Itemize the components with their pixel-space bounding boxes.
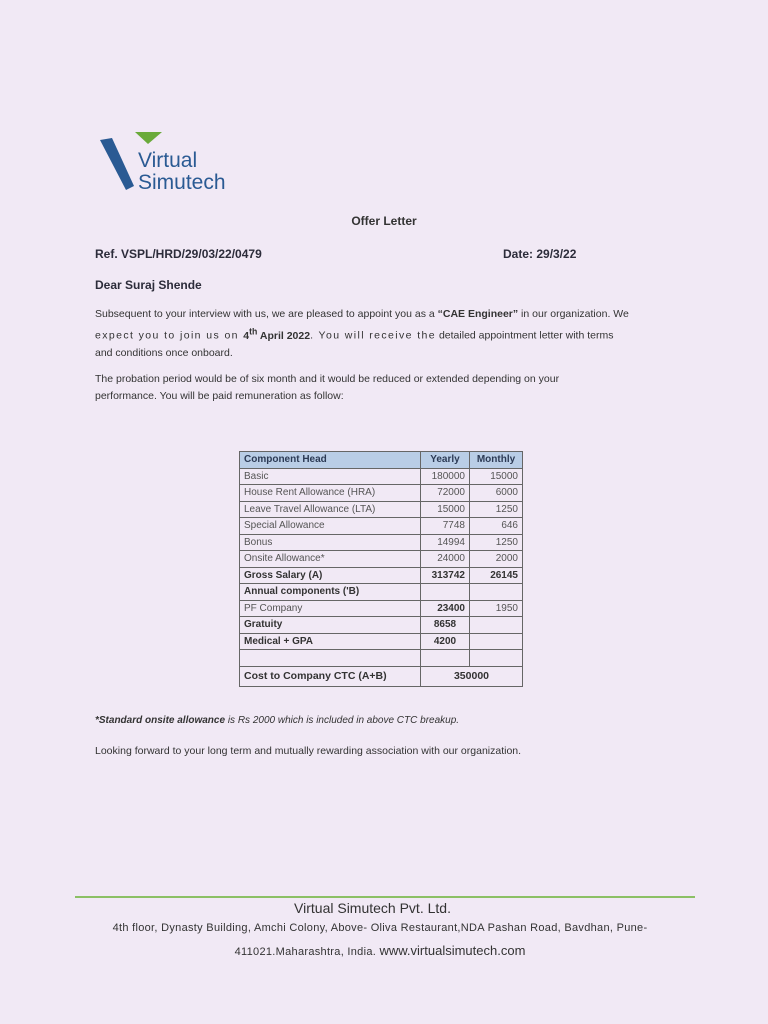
component-name: PF Company [240, 600, 421, 617]
yearly-amount: 72000 [421, 485, 470, 502]
yearly-amount: 7748 [421, 518, 470, 535]
monthly-amount: 26145 [470, 567, 523, 584]
monthly-amount [470, 617, 523, 634]
appointment-paragraph [95, 306, 655, 362]
closing-line: Looking forward to your long term and mutually rewarding association with our organization. [95, 745, 522, 757]
component-name: House Rent Allowance (HRA) [240, 485, 421, 502]
yearly-amount: 15000 [421, 501, 470, 518]
table-row [240, 600, 523, 617]
yearly-amount: 8658 [421, 617, 470, 634]
para1-text-e: detailed appointment letter with terms [436, 329, 614, 342]
component-name [240, 650, 421, 667]
reference-number: Ref. VSPL/HRD/29/03/22/0479 [95, 247, 262, 261]
table-row [240, 650, 523, 667]
table-row [240, 501, 523, 518]
monthly-amount: 646 [470, 518, 523, 535]
salary-table [239, 451, 523, 687]
ctc-label: Cost to Company CTC (A+B) [240, 666, 421, 686]
yearly-amount [421, 584, 470, 601]
logo-line2: Simutech [138, 171, 226, 194]
monthly-amount: 1250 [470, 534, 523, 551]
salutation: Dear Suraj Shende [95, 278, 202, 292]
component-name: Gross Salary (A) [240, 567, 421, 584]
monthly-amount: 6000 [470, 485, 523, 502]
para2-line1: The probation period would be of six month and it would be reduced or extended depending on your [95, 373, 560, 385]
footer-address-line1: 4th floor, Dynasty Building, Amchi Colony, Above- Oliva Restaurant,NDA Pashan Road, Bavdhan, Pune- [112, 922, 648, 934]
note-text: is Rs 2000 which is included in above CTC breakup. [225, 715, 460, 726]
joining-day-suffix: th [249, 326, 258, 336]
monthly-amount: 2000 [470, 551, 523, 568]
component-name: Bonus [240, 534, 421, 551]
footer-address-line2 [80, 943, 680, 958]
para1-text-f: and conditions once onboard. [95, 346, 233, 359]
header-yearly: Yearly [421, 452, 470, 469]
monthly-amount: 1950 [470, 600, 523, 617]
component-name: Medical + GPA [240, 633, 421, 650]
yearly-amount: 4200 [421, 633, 470, 650]
para1-text-d: . You will receive the [310, 329, 437, 342]
component-name: Annual components ('B) [240, 584, 421, 601]
yearly-amount: 313742 [421, 567, 470, 584]
monthly-amount: 1250 [470, 501, 523, 518]
yearly-amount: 23400 [421, 600, 470, 617]
yearly-amount [421, 650, 470, 667]
document-title: Offer Letter [351, 214, 417, 228]
yearly-amount: 14994 [421, 534, 470, 551]
joining-day: 4 [243, 329, 250, 342]
component-name: Leave Travel Allowance (LTA) [240, 501, 421, 518]
monthly-amount [470, 633, 523, 650]
logo-blue-v [100, 138, 134, 190]
monthly-amount [470, 584, 523, 601]
footer-website-link[interactable]: www.virtualsimutech.com [379, 943, 526, 958]
footer-company-name: Virtual Simutech Pvt. Ltd. [294, 900, 451, 916]
note-emphasis: *Standard onsite allowance [95, 715, 226, 726]
header-component-head: Component Head [240, 452, 421, 469]
joining-date: April 2022 [257, 329, 311, 342]
para1-text-a: Subsequent to your interview with us, we are pleased to appoint you as a [95, 308, 438, 320]
table-row [240, 518, 523, 535]
footer-divider [75, 896, 695, 898]
para2-line2: performance. You will be paid remuneration as follow: [95, 390, 344, 402]
table-header-row [240, 452, 523, 469]
probation-paragraph [95, 371, 655, 405]
logo-wordmark [138, 150, 226, 194]
para1-text-c: expect you to join us on [95, 329, 244, 342]
table-row [240, 485, 523, 502]
component-name: Onsite Allowance* [240, 551, 421, 568]
table-row [240, 617, 523, 634]
logo-green-check [135, 132, 162, 144]
table-row [240, 534, 523, 551]
para1-text-b: in our organization. We [518, 308, 629, 320]
job-role: “CAE Engineer” [437, 308, 519, 320]
table-row [240, 468, 523, 485]
component-name: Special Allowance [240, 518, 421, 535]
ctc-value: 350000 [421, 666, 523, 686]
table-ctc-row [240, 666, 523, 686]
table-row [240, 633, 523, 650]
onsite-allowance-note [95, 715, 459, 726]
letter-date: Date: 29/3/22 [503, 247, 577, 261]
monthly-amount [470, 650, 523, 667]
footer-address-city: 411021.Maharashtra, India. [234, 946, 380, 958]
logo-line1: Virtual [138, 149, 198, 172]
component-name: Basic [240, 468, 421, 485]
table-row [240, 584, 523, 601]
yearly-amount: 24000 [421, 551, 470, 568]
table-row [240, 567, 523, 584]
header-monthly: Monthly [470, 452, 523, 469]
table-row [240, 551, 523, 568]
monthly-amount: 15000 [470, 468, 523, 485]
yearly-amount: 180000 [421, 468, 470, 485]
component-name: Gratuity [240, 617, 421, 634]
